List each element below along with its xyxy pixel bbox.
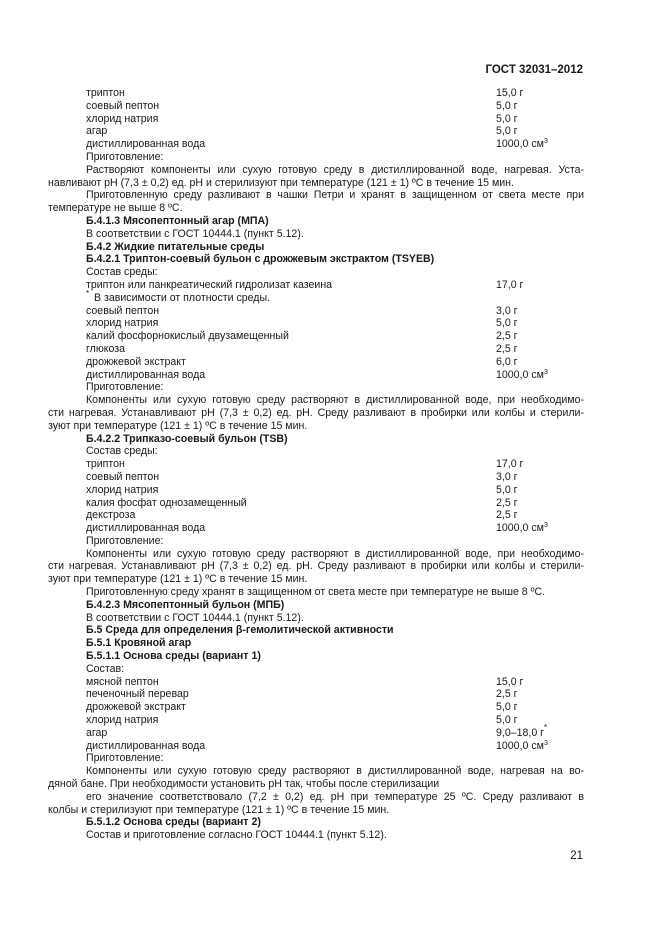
- ingredient-row: мясной пептон 15,0 г: [86, 675, 524, 688]
- paragraph-line: Растворяют компоненты или сухую готовую среду в дистиллированной воде, нагревая. Уста-: [86, 163, 584, 176]
- preparation-label: Приготовление:: [86, 534, 164, 547]
- ingredient-row: дистиллированная вода 1000,0 $см^3$: [86, 138, 548, 151]
- footnote: * В зависимости от плотности среды.: [86, 288, 271, 304]
- ingredient-row: триптон 15,0 г: [86, 87, 524, 99]
- paragraph-line: его значение соответствовало (7,2 ± 0,2) ед. pH при температуре 25 ºС. Среду разливают в: [86, 790, 584, 803]
- ingredient-row: дистиллированная вода 1000,0 $см^3$: [86, 368, 548, 381]
- paragraph-line: зуют при температуре (121 ± 1) ºС в течение 15 мин.: [48, 573, 308, 586]
- page-number: 21: [570, 850, 583, 862]
- document-body: [48, 87, 584, 842]
- paragraph-line: дяной бане. При необходимости установить pH так, чтобы после стерилизации: [48, 778, 440, 791]
- paragraph-line: Приготовленную среду разливают в чашки Петри и хранят в защищенном от света месте при: [86, 189, 584, 202]
- ingredient-row: хлорид натрия 5,0 г: [86, 317, 518, 330]
- paragraph-line: В соответствии с ГОСТ 10444.1 (пункт 5.12).: [86, 611, 304, 624]
- ingredient-row: триптон или панкреатический гидролизат казеина 17,0 г: [86, 278, 524, 291]
- composition-label: Состав среды:: [86, 266, 158, 279]
- preparation-label: Приготовление:: [86, 150, 164, 163]
- ingredient-row: триптон 17,0 г: [86, 458, 524, 471]
- section-heading: Б.5.1.1 Основа среды (вариант 1): [86, 650, 261, 663]
- paragraph-line: сти нагревая. Устанавливают pH (7,3 ± 0,2) ед. pH. Среду разливают в пробирки или колбы и стерили-: [48, 560, 584, 573]
- section-heading: Б.4.2.3 Мясопептонный бульон (МПБ): [86, 598, 285, 611]
- standard-header: ГОСТ 32031–2012: [485, 64, 583, 76]
- ingredient-row: хлорид натрия 5,0 г: [86, 112, 518, 125]
- section-heading: Б.5.1.2 Основа среды (вариант 2): [86, 816, 261, 829]
- ingredient-row: дистиллированная вода 1000,0 $см^3$: [86, 739, 548, 752]
- ingredient-row: печеночный перевар 2,5 г: [86, 688, 518, 701]
- paragraph-line: В соответствии с ГОСТ 10444.1 (пункт 5.12).: [86, 227, 304, 240]
- preparation-label: Приготовление:: [86, 752, 164, 765]
- section-heading: Б.4.1.3 Мясопептонный агар (МПА): [86, 214, 269, 227]
- section-heading: Б.5.1 Кровяной агар: [86, 637, 192, 650]
- paragraph-line: Компоненты или сухую готовую среду растворяют в дистиллированной воде, нагревая на во-: [86, 765, 584, 778]
- ingredient-row: глюкоза 2,5 г: [86, 342, 518, 355]
- ingredient-row: хлорид натрия 5,0 г: [86, 714, 518, 727]
- paragraph-line: зуют при температуре (121 ± 1) ºС в течение 15 мин.: [48, 419, 308, 432]
- paragraph-line: температуре не выше 8 ºС.: [48, 202, 183, 215]
- ingredient-row: хлорид натрия 5,0 г: [86, 483, 518, 496]
- paragraph-line: сти нагревая. Устанавливают pH (7,3 ± 0,2) ед. pH. Среду разливают в пробирки или колбы и стерили-: [48, 406, 584, 419]
- ingredient-row: дрожжевой экстракт 5,0 г: [86, 701, 518, 714]
- section-heading: Б.4.2.2 Трипказо-соевый бульон (TSB): [86, 432, 288, 445]
- preparation-label: Приготовление:: [86, 381, 164, 394]
- ingredient-row: соевый пептон 3,0 г: [86, 304, 518, 317]
- ingredient-row: калия фосфат однозамещенный 2,5 г: [86, 496, 518, 509]
- paragraph-line: Состав и приготовление согласно ГОСТ 10444.1 (пункт 5.12).: [86, 829, 387, 842]
- section-heading: Б.4.2.1 Триптон-соевый бульон с дрожжевым экстрактом (TSYEB): [86, 253, 435, 266]
- section-heading: Б.4.2 Жидкие питательные среды: [86, 240, 265, 253]
- paragraph-line: Компоненты или сухую готовую среду растворяют в дистиллированной воде, при необходимо-: [86, 547, 584, 560]
- ingredient-row: калий фосфорнокислый двузамещенный 2,5 г: [86, 330, 518, 343]
- ingredient-row: агар 5,0 г: [86, 125, 518, 138]
- paragraph-line: колбы и стерилизуют при температуре (121 ± 1) ºС в течение 15 мин.: [48, 803, 390, 816]
- ingredient-row: агар 9,0–18,0 г *: [86, 722, 548, 739]
- ingredient-row: дистиллированная вода 1000,0 $см^3$: [86, 522, 548, 535]
- ingredient-row: декстроза 2,5 г: [86, 509, 518, 522]
- paragraph-line: Приготовленную среду хранят в защищенном от света месте при температуре не выше 8 ºС.: [86, 586, 546, 599]
- composition-label: Состав:: [86, 662, 125, 675]
- section-heading: Б.5 Среда для определения β-гемолитической активности: [86, 624, 394, 637]
- ingredient-row: дрожжевой экстракт 6,0 г: [86, 355, 518, 368]
- composition-label: Состав среды:: [86, 445, 158, 458]
- ingredient-row: соевый пептон 3,0 г: [86, 470, 518, 483]
- ingredient-row: соевый пептон 5,0 г: [86, 99, 518, 112]
- paragraph-line: Компоненты или сухую готовую среду растворяют в дистиллированной воде, при необходимо-: [86, 394, 584, 407]
- paragraph-line: навливают pH (7,3 ± 0,2) ед. pH и стерилизуют при температуре (121 ± 1) ºС в течение 15 мин.: [48, 176, 514, 189]
